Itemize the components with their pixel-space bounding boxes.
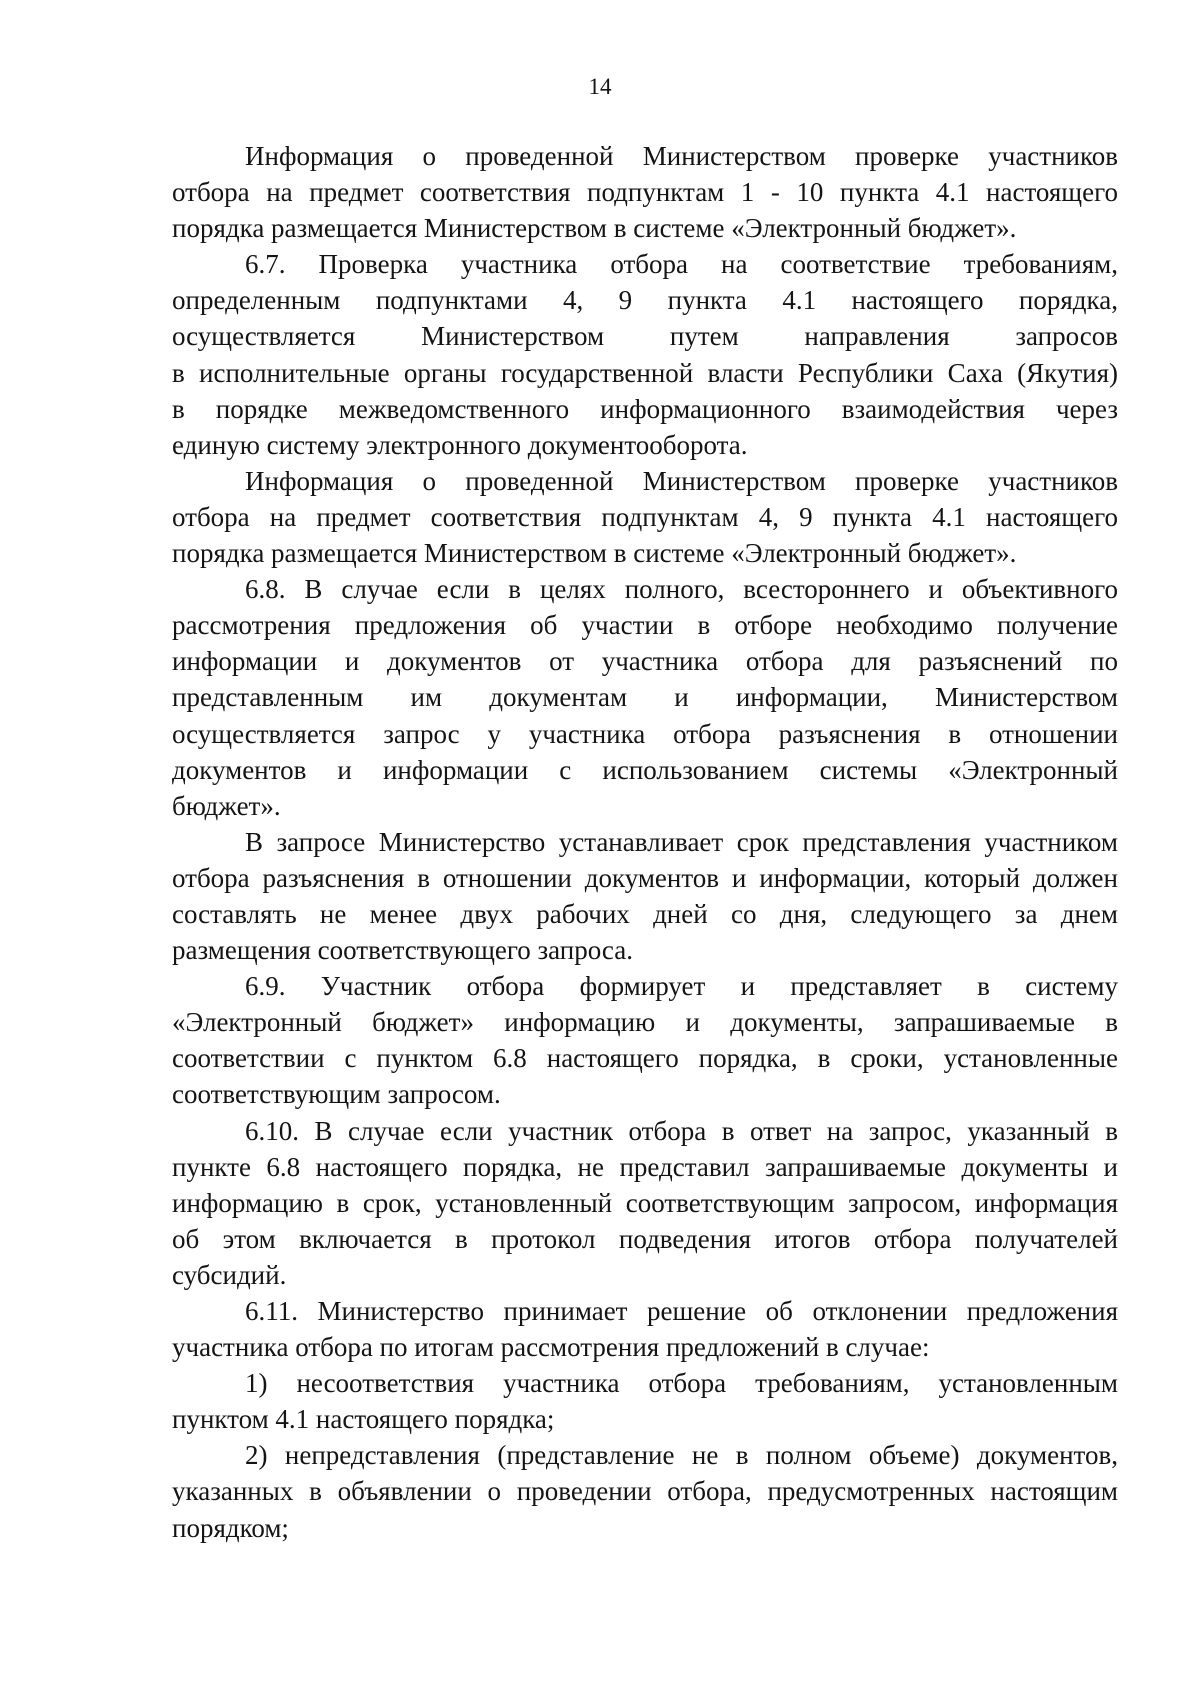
text-line: порядка размещается Министерством в системе «Электронный бюджет». <box>172 538 1017 569</box>
text-line: отбора разъяснения в отношении документов и информации, который должен <box>172 862 1118 893</box>
text-line: отбора на предмет соответствия подпунктам 1 - 10 пункта 4.1 настоящего <box>172 177 1118 208</box>
text-line: Информация о проведенной Министерством проверке участников <box>245 141 1118 171</box>
text-line: пункте 6.8 настоящего порядка, не представил запрашиваемые документы и <box>172 1151 1118 1182</box>
text-line: осуществляется запрос у участника отбора разъяснения в отношении <box>172 718 1118 749</box>
text-line: пунктом 4.1 настоящего порядка; <box>172 1404 555 1435</box>
text-line: об этом включается в протокол подведения итогов отбора получателей <box>172 1223 1118 1254</box>
text-line: документов и информации с использованием системы «Электронный <box>172 754 1118 785</box>
text-line: определенным подпунктами 4, 9 пункта 4.1 настоящего порядка, <box>172 285 1118 316</box>
text-line: информации и документов от участника отбора для разъяснений по <box>172 646 1118 677</box>
text-line: бюджет». <box>172 790 281 821</box>
text-line: представленным им документам и информации, Министерством <box>172 682 1118 713</box>
text-line: участника отбора по итогам рассмотрения предложений в случае: <box>172 1332 930 1363</box>
text-line: 6.9. Участник отбора формирует и представляет в систему <box>245 971 1118 1002</box>
text-line: рассмотрения предложения об участии в отборе необходимо получение <box>172 610 1118 641</box>
text-line: 6.8. В случае если в целях полного, всестороннего и объективного <box>245 574 1118 605</box>
text-line: порядком; <box>172 1512 289 1543</box>
text-line: порядка размещается Министерством в системе «Электронный бюджет». <box>172 213 1017 244</box>
text-line: субсидий. <box>172 1259 287 1290</box>
page-number: 14 <box>588 74 612 99</box>
document-body <box>172 138 1118 1546</box>
text-line: соответствующим запросом. <box>172 1079 501 1110</box>
text-line: в исполнительные органы государственной власти Республики Саха (Якутия) <box>172 357 1118 388</box>
text-line: «Электронный бюджет» информацию и документы, запрашиваемые в <box>172 1007 1118 1038</box>
text-line: в порядке межведомственного информационного взаимодействия через <box>172 393 1118 424</box>
text-line: соответствии с пунктом 6.8 настоящего порядка, в сроки, установленные <box>172 1043 1118 1074</box>
text-line: информацию в срок, установленный соответствующим запросом, информация <box>172 1187 1118 1218</box>
text-line: 6.7. Проверка участника отбора на соответствие требованиям, <box>245 249 1118 280</box>
text-line: единую систему электронного документооборота. <box>172 429 748 460</box>
text-line: 6.10. В случае если участник отбора в ответ на запрос, указанный в <box>245 1115 1118 1146</box>
text-line: Информация о проведенной Министерством проверке участников <box>245 465 1118 496</box>
text-line: 1) несоответствия участника отбора требованиям, установленным <box>245 1368 1118 1399</box>
text-line: осуществляется Министерством путем направления запросов <box>172 321 1118 352</box>
text-line: составлять не менее двух рабочих дней со дня, следующего за днем <box>172 898 1118 929</box>
text-line: В запросе Министерство устанавливает срок представления участником <box>245 826 1118 857</box>
text-line: размещения соответствующего запроса. <box>172 935 633 966</box>
text-line: отбора на предмет соответствия подпунктам 4, 9 пункта 4.1 настоящего <box>172 501 1118 532</box>
text-line: 6.11. Министерство принимает решение об отклонении предложения <box>245 1296 1118 1326</box>
text-line: указанных в объявлении о проведении отбора, предусмотренных настоящим <box>172 1476 1118 1507</box>
text-line: 2) непредставления (представление не в полном объеме) документов, <box>245 1440 1118 1471</box>
